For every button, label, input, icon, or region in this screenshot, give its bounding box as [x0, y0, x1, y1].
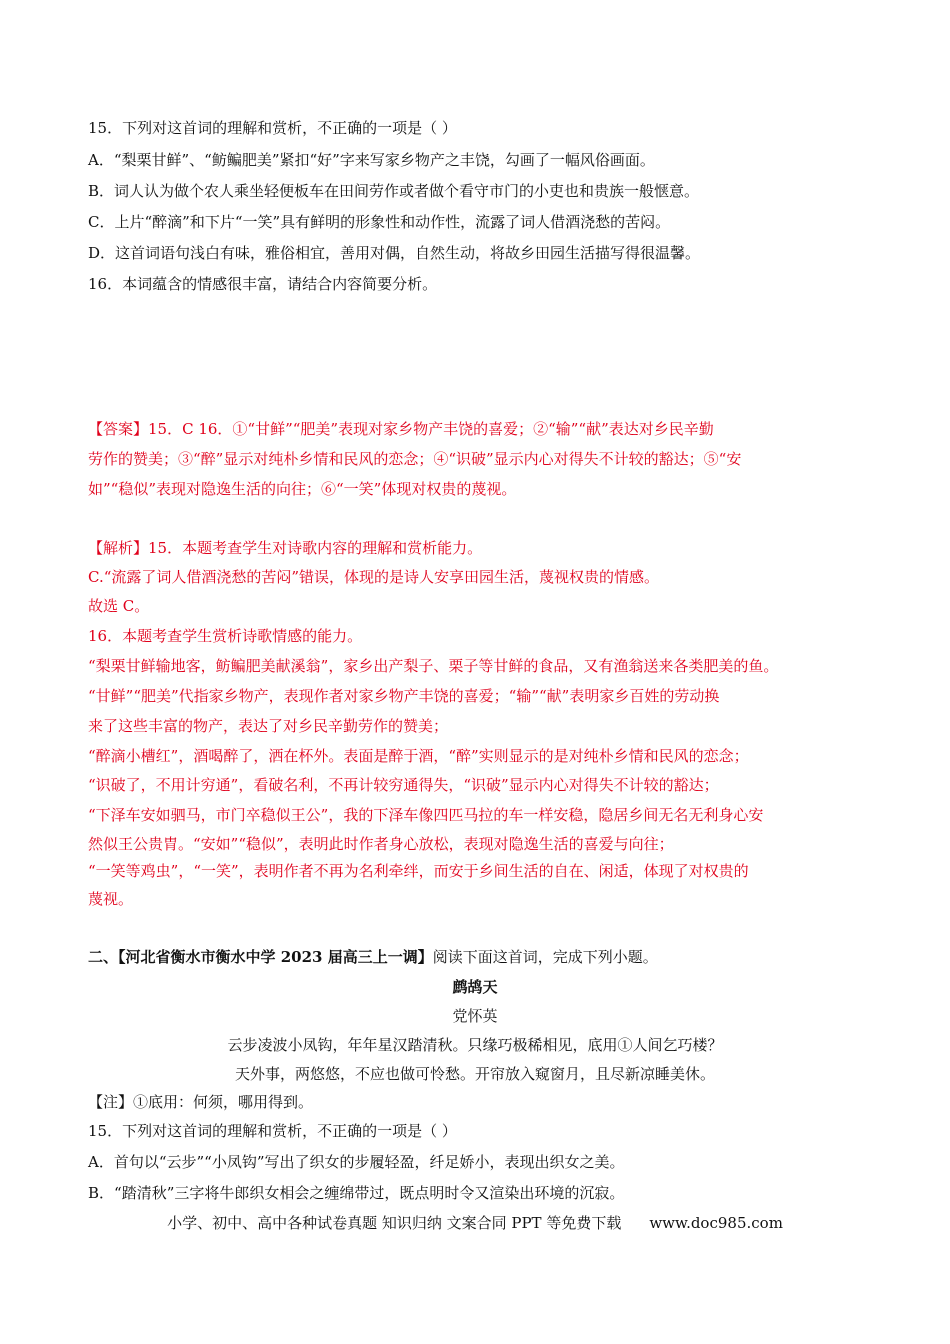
option-b: B．“踏清秋”三字将牛郎织女相会之缠绵带过，既点明时令又渲染出环境的沉寂。 — [88, 1184, 625, 1202]
analysis-line: “下泽车安如驷马，市门卒稳似王公”，我的下泽车像四匹马拉的车一样安稳，隐居乡间无名无利身心安 — [88, 806, 764, 824]
section-heading — [88, 947, 868, 967]
analysis-line: “梨栗甘鲜输地客，鲂鳊肥美献溪翁”，家乡出产梨子、栗子等甘鲜的食品，又有渔翁送来各类肥美的鱼。 — [88, 657, 779, 675]
option-a: A．首句以“云步”“小凤钩”写出了织女的步履轻盈，纤足娇小，表现出织女之美。 — [88, 1153, 625, 1171]
answer-line: 劳作的赞美；③“醉”显示对纯朴乡情和民风的恋念；④“识破”显示内心对得失不计较的豁达；⑤“安 — [88, 450, 742, 468]
page-footer — [0, 1212, 950, 1233]
analysis-line: 故选 C。 — [88, 597, 150, 615]
answer-line: 【答案】15．C 16．①“甘鲜”“肥美”表现对家乡物产丰饶的喜爱；②“输”“献”表达对乡民辛勤 — [88, 420, 714, 438]
footer-url[interactable]: www.doc985.com — [649, 1214, 783, 1232]
poem-title: 鹧鸪天 — [452, 978, 498, 996]
analysis-line: “识破了，不用计穷通”，看破名利，不再计较穷通得失，“识破”显示内心对得失不计较的豁达； — [88, 776, 719, 794]
analysis-line: C.“流露了词人借酒浇愁的苦闷”错误，体现的是诗人安享田园生活，蔑视权贵的情感。 — [88, 568, 660, 586]
question-15: 15．下列对这首词的理解和赏析，不正确的一项是（ ） — [88, 1122, 457, 1140]
option-d: D．这首词语句浅白有味，雅俗相宜，善用对偶，自然生动，将故乡田园生活描写得很温馨。 — [88, 244, 701, 262]
source-label: 【河北省衡水市衡水中学 2023 届高三上一调】 — [118, 948, 433, 966]
analysis-line: “醉滴小槽红”，酒喝醉了，洒在杯外。表面是醉于酒，“醉”实则显示的是对纯朴乡情和民风的恋念； — [88, 747, 749, 765]
analysis-line: “甘鲜”“肥美”代指家乡物产，表现作者对家乡物产丰饶的喜爱；“输”“献”表明家乡百姓的劳动换 — [88, 687, 720, 705]
option-a: A．“梨栗甘鲜”、“鲂鳊肥美”紧扣“好”字来写家乡物产之丰饶，勾画了一幅风俗画面。 — [88, 151, 655, 169]
analysis-line: 16．本题考查学生赏析诗歌情感的能力。 — [88, 627, 363, 645]
poem-author: 党怀英 — [452, 1007, 498, 1025]
question-16: 16．本词蕴含的情感很丰富，请结合内容简要分析。 — [88, 275, 438, 293]
poem-note: 【注】①底用：何须，哪用得到。 — [88, 1093, 314, 1111]
analysis-line: 然似王公贵胄。“安如”“稳似”，表明此时作者身心放松，表现对隐逸生活的喜爱与向往； — [88, 835, 674, 853]
section-instruction: 阅读下面这首词，完成下列小题。 — [432, 948, 658, 966]
analysis-line: 【解析】15．本题考查学生对诗歌内容的理解和赏析能力。 — [88, 539, 483, 557]
answer-line: 如”“稳似”表现对隐逸生活的向往；⑥“一笑”体现对权贵的蔑视。 — [88, 480, 517, 498]
footer-text: 小学、初中、高中各种试卷真题 知识归纳 文案合同 PPT 等免费下载 — [167, 1214, 622, 1232]
section-number: 二、 — [88, 948, 119, 966]
analysis-line: “一笑等鸡虫”，“一笑”，表明作者不再为名利牵绊，而安于乡间生活的自在、闲适，体现了对权贵的 — [88, 862, 749, 880]
analysis-line: 蔑视。 — [88, 890, 134, 908]
option-c: C．上片“醉滴”和下片“一笑”具有鲜明的形象性和动作性，流露了词人借酒浇愁的苦闷。 — [88, 213, 671, 231]
option-b: B．词人认为做个农人乘坐轻便板车在田间劳作或者做个看守市门的小吏也和贵族一般惬意。 — [88, 182, 700, 200]
poem-line: 云步凌波小凤钩，年年星汉踏清秋。只缘巧极稀相见，底用①人间乞巧楼？ — [227, 1036, 723, 1054]
question-15: 15．下列对这首词的理解和赏析，不正确的一项是（ ） — [88, 119, 457, 137]
analysis-line: 来了这些丰富的物产，表达了对乡民辛勤劳作的赞美； — [88, 717, 449, 735]
poem-line: 天外事，两悠悠，不应也做可怜愁。开帘放入窥窗月，且尽新凉睡美休。 — [234, 1065, 715, 1083]
